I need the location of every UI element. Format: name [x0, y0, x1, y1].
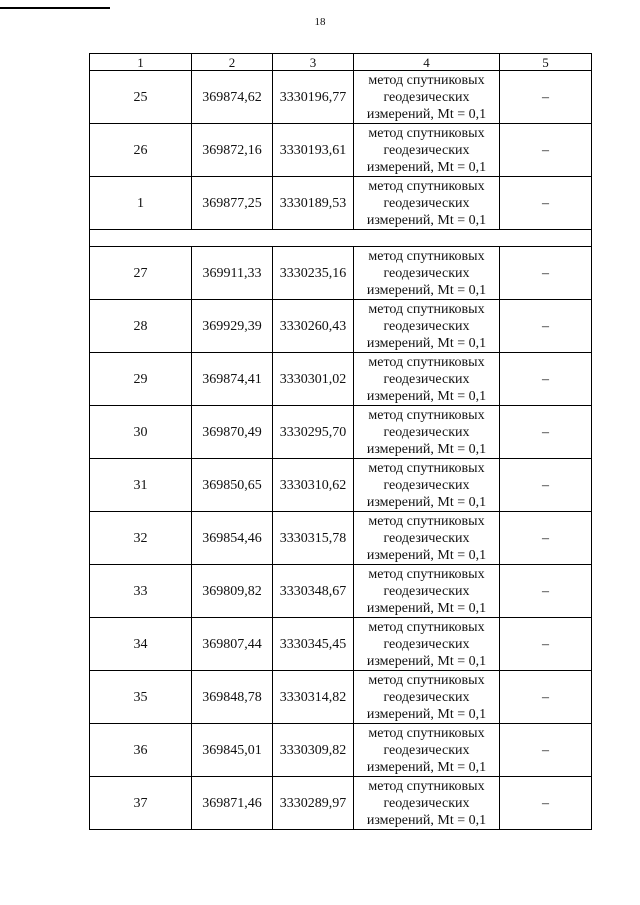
coordinate-y-cell: 3330193,61 [273, 124, 354, 177]
method-line: геодезических [383, 424, 470, 440]
table-row [90, 247, 592, 300]
note-cell: – [500, 177, 592, 230]
column-header: 1 [90, 54, 192, 71]
method-line: геодезических [383, 142, 470, 158]
method-line: метод спутниковых [368, 778, 485, 794]
point-number-cell: 37 [90, 777, 192, 830]
coordinates-table-body [90, 54, 592, 830]
method-line: метод спутниковых [368, 460, 485, 476]
method-line: геодезических [383, 371, 470, 387]
point-number-cell: 27 [90, 247, 192, 300]
coordinate-y-cell: 3330345,45 [273, 618, 354, 671]
coordinates-table [89, 53, 592, 830]
coordinate-x-cell: 369848,78 [192, 671, 273, 724]
coordinate-y-cell: 3330289,97 [273, 777, 354, 830]
method-line: метод спутниковых [368, 178, 485, 194]
method-line: геодезических [383, 477, 470, 493]
method-line: измерений, Mt = 0,1 [366, 706, 487, 722]
method-cell [354, 565, 500, 618]
table-row [90, 177, 592, 230]
table-row [90, 671, 592, 724]
note-cell: – [500, 777, 592, 830]
method-line: метод спутниковых [368, 72, 485, 88]
method-line: метод спутниковых [368, 566, 485, 582]
coordinate-y-cell: 3330196,77 [273, 71, 354, 124]
note-cell: – [500, 353, 592, 406]
coordinate-y-cell: 3330301,02 [273, 353, 354, 406]
note-cell: – [500, 724, 592, 777]
method-line: измерений, Mt = 0,1 [366, 759, 487, 775]
point-number-cell: 26 [90, 124, 192, 177]
point-number-cell: 31 [90, 459, 192, 512]
table-row [90, 300, 592, 353]
table-row [90, 618, 592, 671]
note-cell: – [500, 459, 592, 512]
method-line: метод спутниковых [368, 513, 485, 529]
table-row [90, 459, 592, 512]
coordinate-x-cell: 369929,39 [192, 300, 273, 353]
corner-rule [0, 7, 110, 9]
method-cell [354, 724, 500, 777]
coordinate-x-cell: 369911,33 [192, 247, 273, 300]
separator-row [90, 230, 592, 247]
method-cell [354, 406, 500, 459]
coordinate-x-cell: 369807,44 [192, 618, 273, 671]
method-cell [354, 618, 500, 671]
table-row [90, 777, 592, 830]
method-line: геодезических [383, 530, 470, 546]
note-cell: – [500, 618, 592, 671]
method-line: геодезических [383, 318, 470, 334]
method-line: измерений, Mt = 0,1 [366, 106, 487, 122]
method-line: метод спутниковых [368, 301, 485, 317]
point-number-cell: 25 [90, 71, 192, 124]
method-line: измерений, Mt = 0,1 [366, 600, 487, 616]
coordinate-x-cell: 369854,46 [192, 512, 273, 565]
method-line: измерений, Mt = 0,1 [366, 547, 487, 563]
note-cell: – [500, 300, 592, 353]
point-number-cell: 36 [90, 724, 192, 777]
method-line: метод спутниковых [368, 125, 485, 141]
point-number-cell: 28 [90, 300, 192, 353]
note-cell: – [500, 512, 592, 565]
note-cell: – [500, 71, 592, 124]
page-number: 18 [314, 16, 326, 28]
table-header-row [90, 54, 592, 71]
method-cell [354, 777, 500, 830]
point-number-cell: 1 [90, 177, 192, 230]
table-row [90, 565, 592, 618]
coordinate-y-cell: 3330348,67 [273, 565, 354, 618]
note-cell: – [500, 406, 592, 459]
method-line: измерений, Mt = 0,1 [366, 653, 487, 669]
method-line: метод спутниковых [368, 672, 485, 688]
method-cell [354, 512, 500, 565]
coordinate-x-cell: 369872,16 [192, 124, 273, 177]
coordinate-y-cell: 3330309,82 [273, 724, 354, 777]
method-cell [354, 353, 500, 406]
method-cell [354, 177, 500, 230]
coordinate-x-cell: 369845,01 [192, 724, 273, 777]
method-line: измерений, Mt = 0,1 [366, 282, 487, 298]
method-line: геодезических [383, 689, 470, 705]
point-number-cell: 32 [90, 512, 192, 565]
column-header: 2 [192, 54, 273, 71]
coordinate-x-cell: 369871,46 [192, 777, 273, 830]
method-cell [354, 671, 500, 724]
method-line: геодезических [383, 636, 470, 652]
coordinate-y-cell: 3330295,70 [273, 406, 354, 459]
method-cell [354, 247, 500, 300]
method-line: измерений, Mt = 0,1 [366, 388, 487, 404]
table-row [90, 124, 592, 177]
method-line: измерений, Mt = 0,1 [366, 212, 487, 228]
method-line: измерений, Mt = 0,1 [366, 335, 487, 351]
method-line: измерений, Mt = 0,1 [366, 159, 487, 175]
method-cell [354, 300, 500, 353]
note-cell: – [500, 565, 592, 618]
method-line: измерений, Mt = 0,1 [366, 441, 487, 457]
method-cell [354, 124, 500, 177]
method-line: метод спутниковых [368, 354, 485, 370]
method-line: метод спутниковых [368, 407, 485, 423]
point-number-cell: 29 [90, 353, 192, 406]
column-header: 4 [354, 54, 500, 71]
coordinate-x-cell: 369874,62 [192, 71, 273, 124]
coordinate-x-cell: 369850,65 [192, 459, 273, 512]
method-line: геодезических [383, 583, 470, 599]
coordinate-y-cell: 3330260,43 [273, 300, 354, 353]
coordinate-y-cell: 3330310,62 [273, 459, 354, 512]
method-line: геодезических [383, 195, 470, 211]
note-cell: – [500, 124, 592, 177]
method-line: геодезических [383, 795, 470, 811]
method-line: метод спутниковых [368, 725, 485, 741]
note-cell: – [500, 671, 592, 724]
coordinate-y-cell: 3330189,53 [273, 177, 354, 230]
table-row [90, 71, 592, 124]
method-line: геодезических [383, 265, 470, 281]
point-number-cell: 35 [90, 671, 192, 724]
coordinate-y-cell: 3330235,16 [273, 247, 354, 300]
method-cell [354, 459, 500, 512]
coordinate-x-cell: 369809,82 [192, 565, 273, 618]
method-line: измерений, Mt = 0,1 [366, 812, 487, 828]
coordinate-y-cell: 3330314,82 [273, 671, 354, 724]
method-line: метод спутниковых [368, 619, 485, 635]
method-line: геодезических [383, 89, 470, 105]
table-row [90, 512, 592, 565]
method-line: измерений, Mt = 0,1 [366, 494, 487, 510]
method-cell [354, 71, 500, 124]
note-cell: – [500, 247, 592, 300]
method-line: геодезических [383, 742, 470, 758]
coordinate-y-cell: 3330315,78 [273, 512, 354, 565]
table-row [90, 353, 592, 406]
coordinate-x-cell: 369874,41 [192, 353, 273, 406]
table-row [90, 406, 592, 459]
column-header: 3 [273, 54, 354, 71]
table-row [90, 724, 592, 777]
coordinate-x-cell: 369877,25 [192, 177, 273, 230]
point-number-cell: 30 [90, 406, 192, 459]
column-header: 5 [500, 54, 592, 71]
coordinate-x-cell: 369870,49 [192, 406, 273, 459]
method-line: метод спутниковых [368, 248, 485, 264]
point-number-cell: 34 [90, 618, 192, 671]
point-number-cell: 33 [90, 565, 192, 618]
separator-cell [90, 230, 592, 247]
